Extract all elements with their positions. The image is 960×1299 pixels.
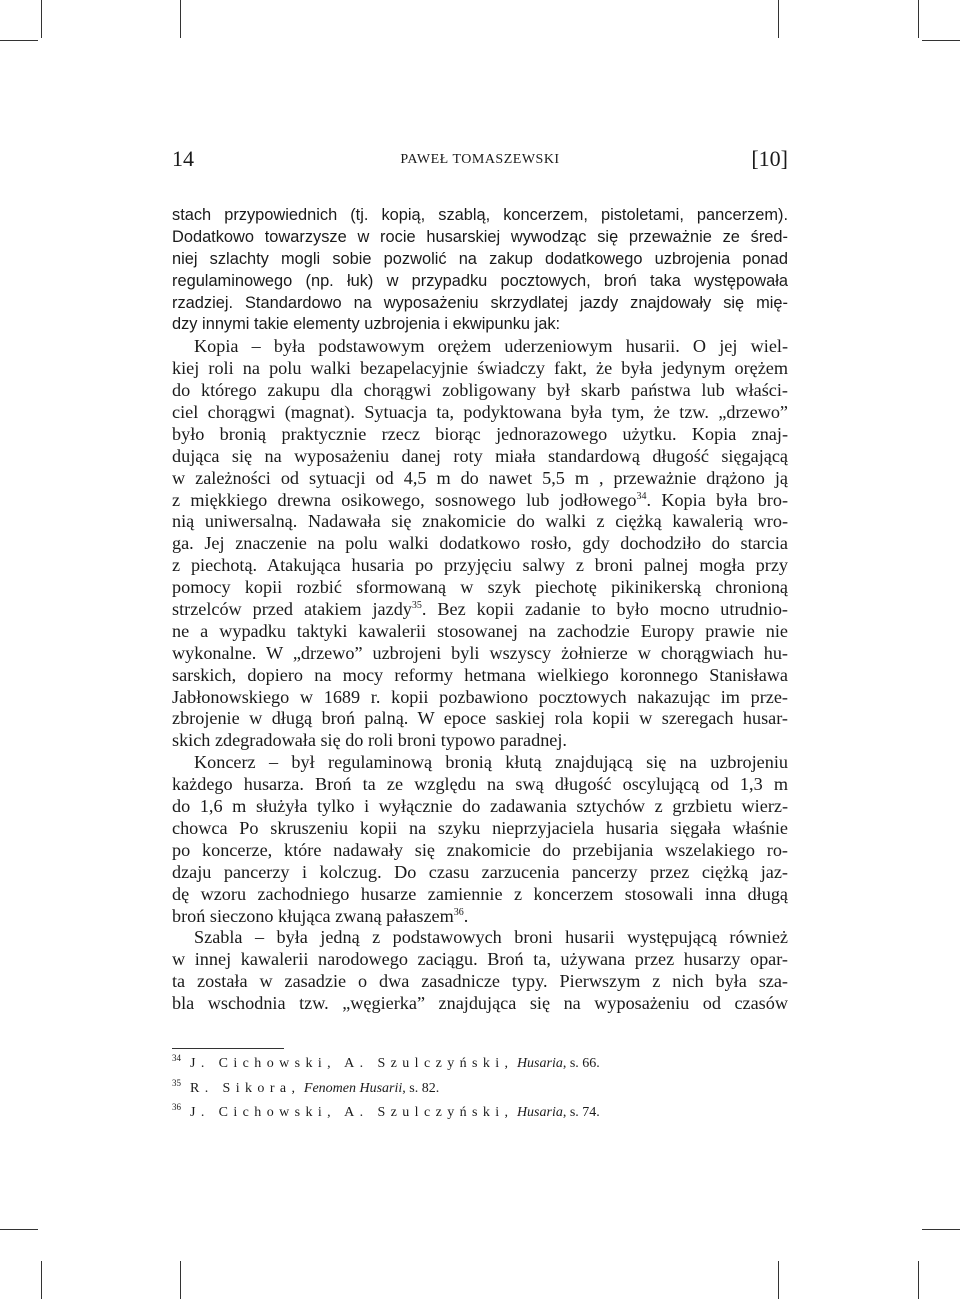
footnote-author: J. Cichowski, A. Szulczyński, — [190, 1105, 514, 1120]
text-line: Jabłonowskiego w 1689 r. kopii pozbawiono pocztowych nakazując im prze- — [172, 686, 788, 707]
footnote-title: Husaria — [516, 1105, 563, 1120]
text-line: dująca się na wyposażeniu danej roty miała standardową długość sięgającą — [172, 445, 788, 466]
text-line: zbrojenie w długą broń palną. W epoce saskiej rola kopii w szeregach husar- — [172, 708, 788, 729]
page-header — [172, 146, 788, 176]
text-line: nią uniwersalną. Nadawała się znakomicie do walki z ciężką kawalerią wro- — [172, 511, 788, 532]
text-line: Koncerz – był regulaminową bronią kłutą znajdującą się na uzbrojeniu — [194, 752, 788, 773]
footnote-number: 36 — [172, 1102, 181, 1112]
footnote — [172, 1103, 788, 1128]
section-number: [10] — [751, 146, 788, 171]
text-line: ta została w zasadzie o dwa zasadnicze typy. Pierwszym z nich była sza- — [172, 971, 788, 992]
text-line: dzy innymi takie elementy uzbrojenia i ekwipunku jak: — [172, 315, 561, 334]
text-line: ciel chorągwi (magnat). Sytuacja ta, podyktowana była tym, że tzw. „drzewo” — [172, 402, 788, 423]
crop-mark — [0, 40, 38, 41]
footnote-number: 35 — [172, 1077, 181, 1088]
footnote-ref[interactable]: 36 — [453, 906, 464, 918]
text-line: kiej roli na polu walki bezapelacyjnie świadczy fakt, że była jedynym orężem — [172, 358, 788, 379]
crop-mark — [918, 0, 919, 38]
footnote-rule — [172, 1048, 284, 1049]
text-segment: . — [463, 905, 469, 926]
crop-mark — [918, 1261, 919, 1299]
footnote — [172, 1079, 788, 1104]
text-line: w zależności od sytuacji od 4,5 m do nawet 5,5 m , przeważnie drążono ją — [172, 467, 788, 488]
text-line: ne a wypadku taktyki kawalerii stosowanej na zachodzie Europy prawie nie — [172, 620, 788, 641]
text-line: regulaminowego (np. łuk) w przypadku pocztowych, broń taka występowała — [172, 271, 788, 290]
text-line: do 1,6 m służyła tylko i wyłącznie do zadawania sztychów z grzbietu wierz- — [172, 796, 788, 817]
footnote-title: Husaria — [516, 1056, 563, 1071]
footnote-title: Fenomen Husarii — [303, 1080, 403, 1096]
text-line: sarskich, dopiero na mocy reformy hetmana wielkiego koronnego Stanisława — [172, 664, 788, 685]
footnotes — [172, 1054, 788, 1128]
crop-mark — [0, 1229, 38, 1230]
footnote-rest: , s. 74. — [562, 1105, 600, 1120]
text-line: Szabla – była jedną z podstawowych broni husarii występującą również — [194, 927, 788, 948]
text-line: każdego husarza. Broń ta ze względu na swą długość oscylującą od 1,3 m — [172, 774, 788, 795]
footnote-ref[interactable]: 34 — [636, 490, 647, 502]
text-line: stach przypowiednich (tj. kopią, szablą, koncerzem, pistoletami, pancerzem). — [172, 206, 788, 224]
text-line: skich zdegradowała się do roli broni typowo paradnej. — [172, 730, 567, 751]
footnote — [172, 1054, 788, 1079]
text-line — [172, 490, 788, 512]
text-line: bla wschodnia tzw. „węgierka” znajdująca się na wyposażeniu od czasów — [172, 993, 788, 1014]
footnote-number: 34 — [172, 1053, 181, 1063]
text-line: do którego zakupu dla chorągwi zobligowany był skarb państwa lub właści- — [172, 380, 788, 401]
text-segment: . Kopia była bro- — [646, 489, 788, 510]
crop-mark — [180, 1261, 181, 1299]
text-line — [172, 906, 788, 928]
crop-mark — [180, 0, 181, 38]
footnote-ref[interactable]: 35 — [411, 600, 422, 612]
page-number: 14 — [172, 146, 194, 171]
crop-mark — [922, 1229, 960, 1230]
text-line: w innej kawalerii narodowego zaciągu. Broń ta, używana przez husarzy opar- — [172, 949, 788, 970]
footnote-rest: , s. 66. — [562, 1056, 600, 1071]
text-line: niej szlachty mogli sobie pozwolić na zakup dodatkowego uzbrojenia ponad — [172, 249, 788, 268]
text-segment: z miękkiego drewna osikowego, sosnowego lub jodłowego — [172, 489, 637, 510]
text-line: rzadziej. Standardowo na wyposażeniu skrzydlatej jazdy znajdowały się mię- — [172, 293, 788, 312]
text-line: Kopia – była podstawowym orężem uderzeniowym husarii. O jej wiel- — [194, 336, 788, 357]
crop-mark — [922, 40, 960, 41]
running-head: PAWEŁ TOMASZEWSKI — [400, 152, 560, 167]
footnote-rest: , s. 82. — [402, 1080, 440, 1096]
crop-mark — [41, 1261, 42, 1299]
footnote-author: R. Sikora, — [190, 1080, 301, 1096]
text-line — [172, 599, 788, 621]
text-line: pomocy kopii rozbić sformowaną w szyk piechotę pikinikerską chronioną — [172, 577, 788, 598]
text-line: ga. Jej znaczenie na polu walki dodatkowo rosło, gdy dochodziło do starcia — [172, 533, 788, 554]
crop-mark — [778, 1261, 779, 1299]
text-segment: . Bez kopii zadanie to było mocno utrudnio- — [421, 599, 788, 620]
crop-mark — [778, 0, 779, 38]
text-line: z piechotą. Atakująca husaria po przyjęciu salwy z broni palnej mogła przy — [172, 555, 788, 576]
footnote-author: J. Cichowski, A. Szulczyński, — [190, 1056, 514, 1071]
text-line: chowca Po skruszeniu kopii na szyku nieprzyjaciela husaria sięgała właśnie — [172, 817, 788, 838]
text-segment: strzelców przed atakiem jazdy — [172, 599, 412, 620]
text-line: było bronią praktycznie rzecz biorąc jednorazowego użytku. Kopia znaj- — [172, 423, 788, 444]
text-line: dę wzoru zachodniego husarze zamiennie z koncerzem stosowali inna długą — [172, 883, 788, 904]
text-line: dzaju pancerzy i kolczug. Do czasu zarzucenia pancerzy przez ciężką jaz- — [172, 861, 788, 882]
crop-mark — [41, 0, 42, 38]
text-line: Dodatkowo towarzysze w rocie husarskiej wywodząc się przeważnie ze śred- — [172, 227, 788, 246]
text-line: wykonalne. W „drzewo” uzbrojeni byli wszyscy żołnierze w chorągwiach hu- — [172, 642, 788, 663]
text-line: po koncerze, które nadawały się znakomicie do przebijania wszelakiego ro- — [172, 839, 788, 860]
body-text — [172, 205, 788, 1015]
text-segment: broń sieczono kłująca zwaną pałaszem — [172, 905, 454, 926]
